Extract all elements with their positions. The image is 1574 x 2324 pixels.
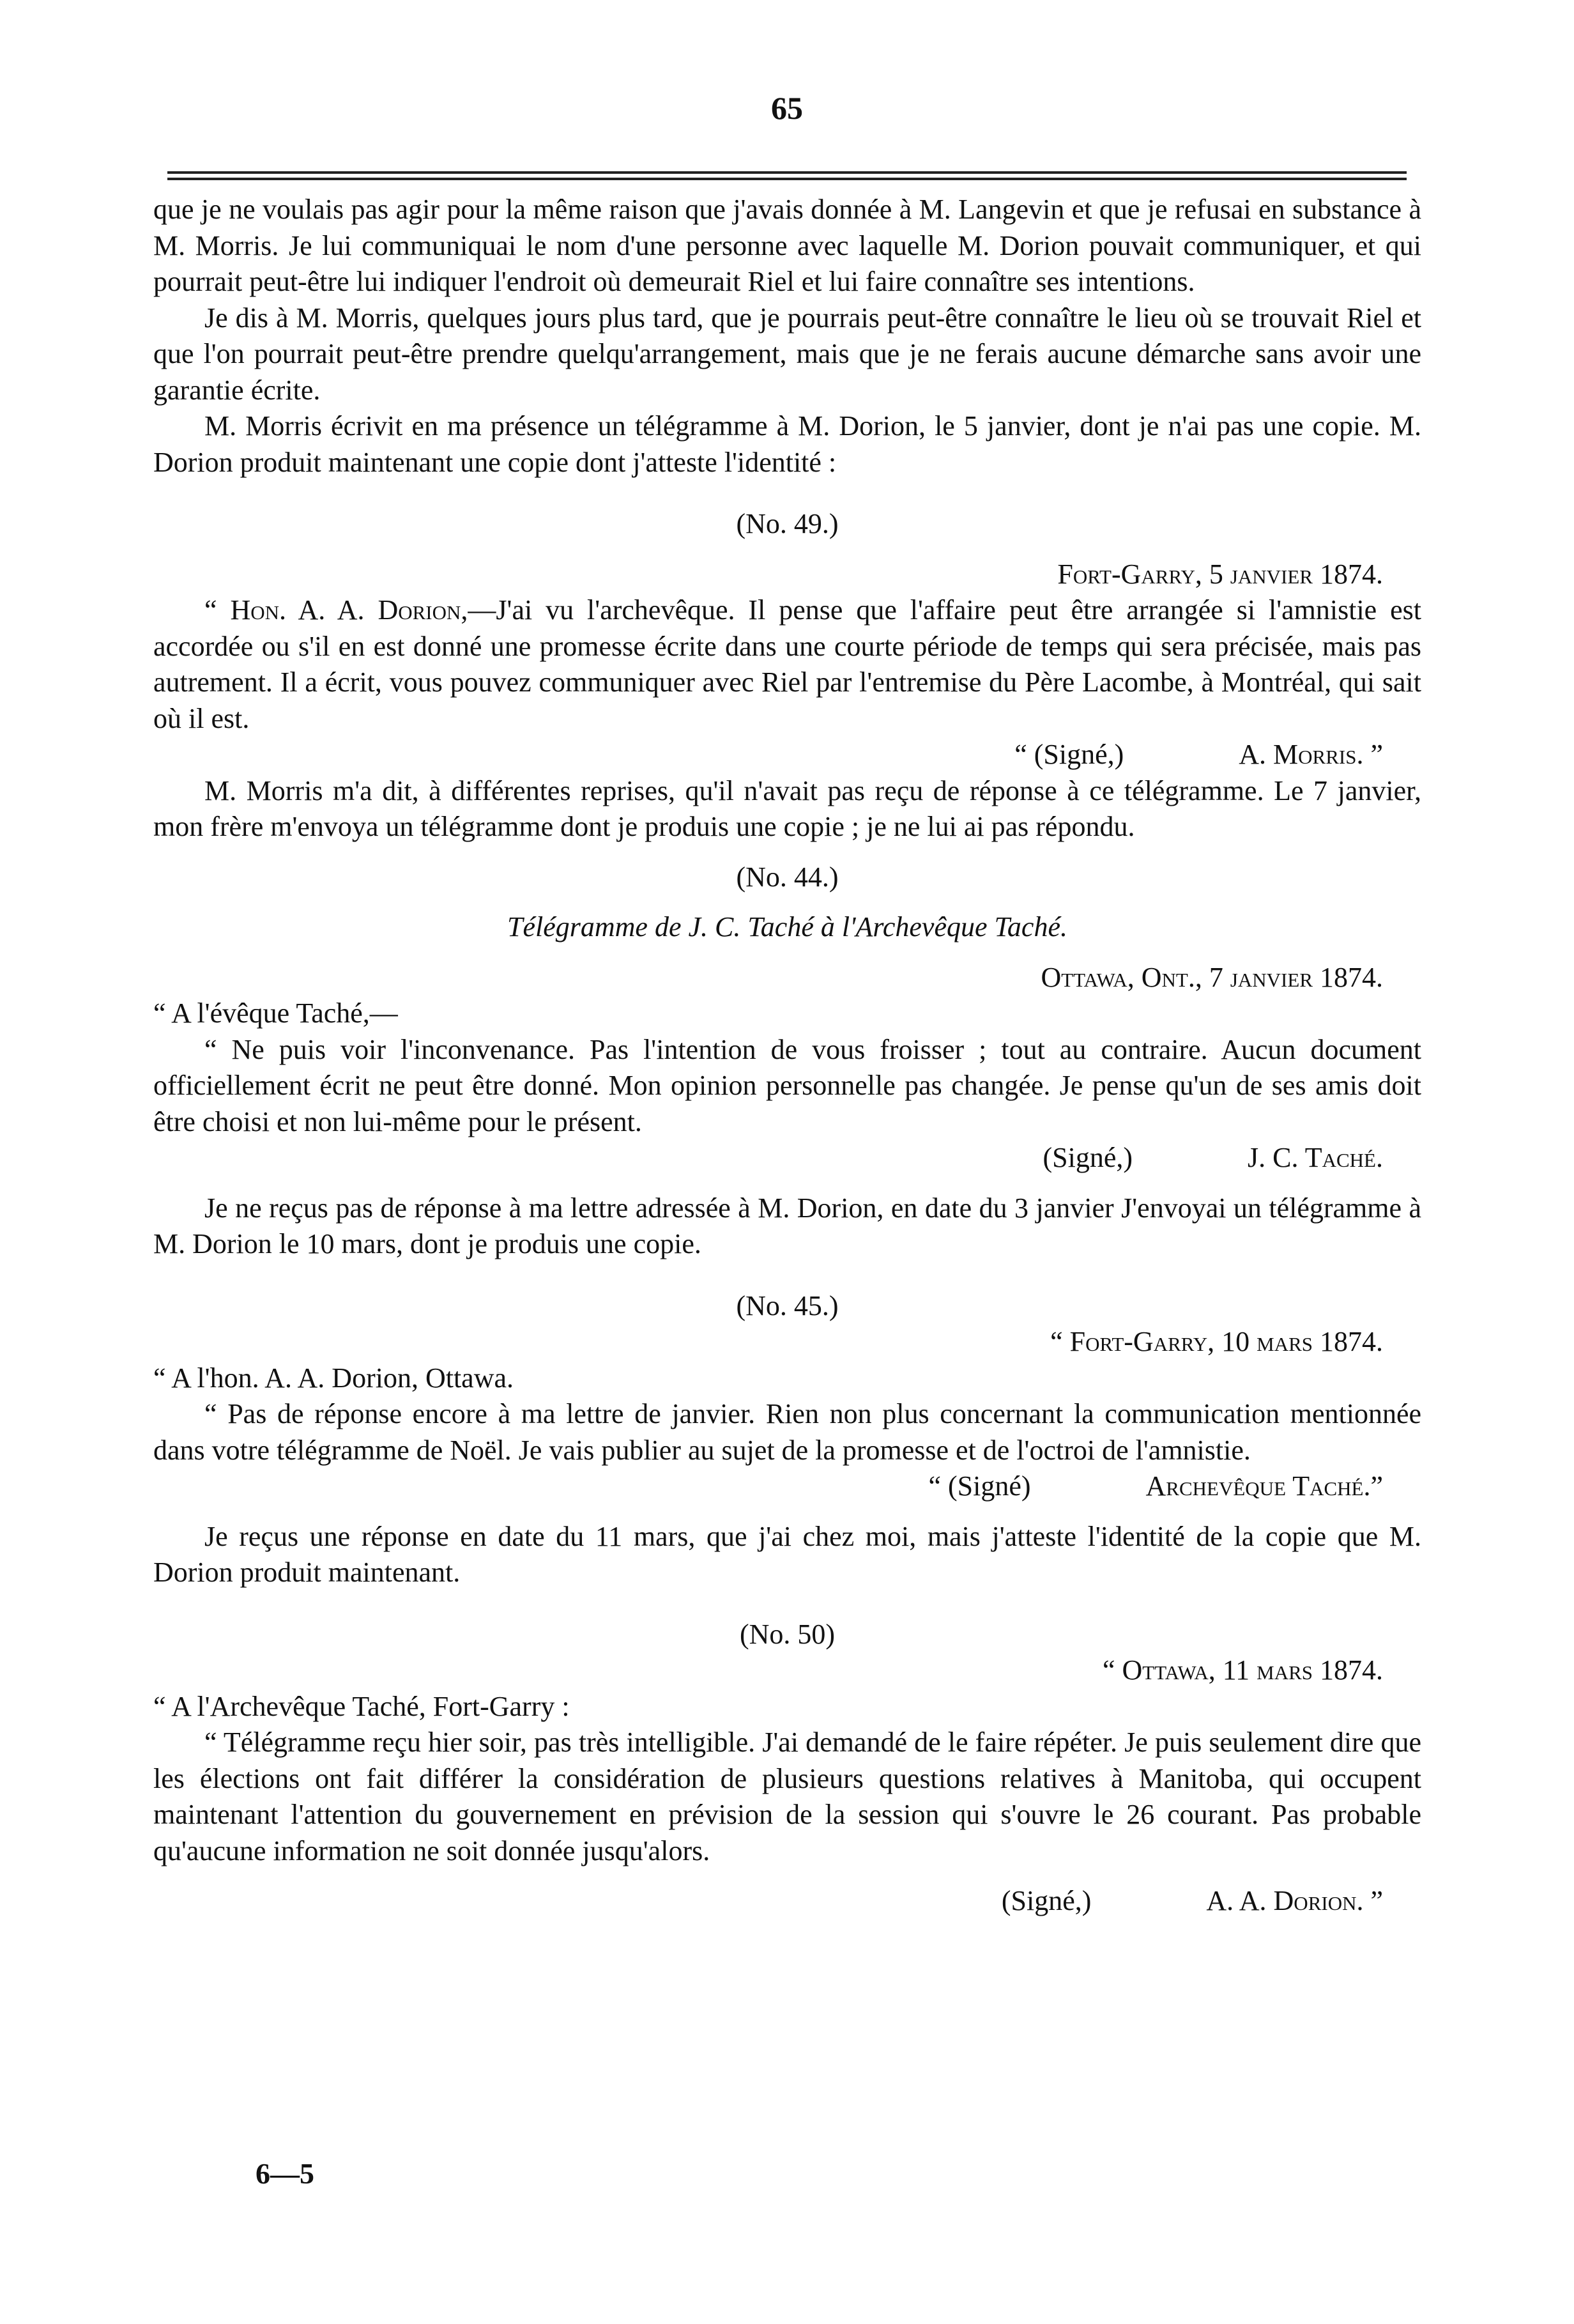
document-number: (No. 49.) bbox=[736, 508, 839, 539]
signature-name: A. A. Dorion. ” bbox=[1206, 1885, 1383, 1916]
signature-label: “ (Signé,) bbox=[1014, 739, 1124, 770]
telegram-place-date: “ Ottawa, 11 mars 1874. bbox=[1102, 1654, 1383, 1686]
telegram-addressee: “ A l'évêque Taché,— bbox=[153, 997, 398, 1029]
paragraph: que je ne voulais pas agir pour la même raison que j'avais donnée à M. Langevin et que je refusai en substance à M. Morris. Je lui communiquai le nom d'une personne avec laquelle M. Dorion pouvait communiquer, et qui pourrait peut-être lui indiquer l'endroit où demeurait Riel et lui faire connaître ses intentions. bbox=[153, 194, 1421, 297]
signature-line bbox=[153, 1140, 1421, 1176]
signature-line bbox=[153, 1883, 1421, 1920]
paragraph: Je dis à M. Morris, quelques jours plus tard, que je pourrais peut-être connaître le lieu où se trouvait Riel et que l'on pourrait peut-être prendre quelqu'arrangement, mais que je ne ferais aucune démarche sans avoir une garantie écrite. bbox=[153, 302, 1421, 406]
paragraph: Je ne reçus pas de réponse à ma lettre adressée à M. Dorion, en date du 3 janvier J'envoyai un télégramme à M. Dorion le 10 mars, dont je produis une copie. bbox=[153, 1192, 1421, 1259]
signature-line bbox=[153, 1468, 1421, 1505]
telegram-title: Télégramme de J. C. Taché à l'Archevêque Taché. bbox=[507, 911, 1067, 943]
paragraph: Je reçus une réponse en date du 11 mars, que j'ai chez moi, mais j'atteste l'identité de la copie que M. Dorion produit maintenant. bbox=[153, 1520, 1421, 1588]
document-number: (No. 50) bbox=[739, 1618, 836, 1650]
signature-mark: 6—5 bbox=[256, 2157, 314, 2190]
signature-label: “ (Signé) bbox=[928, 1470, 1031, 1502]
signature-name: J. C. Taché. bbox=[1248, 1142, 1383, 1173]
telegram-addressee: “ A l'hon. A. A. Dorion, Ottawa. bbox=[153, 1362, 514, 1394]
signature-line bbox=[153, 737, 1421, 773]
telegram-place-date: Fort-Garry, 5 janvier 1874. bbox=[1057, 558, 1383, 590]
telegram-addressee: “ A l'Archevêque Taché, Fort-Garry : bbox=[153, 1690, 570, 1722]
signature-name: A. Morris. ” bbox=[1239, 739, 1383, 770]
telegram-text: —J'ai vu l'archevêque. Il pense que l'affaire peut être arrangée si l'amnistie est accordée ou s'il en est donné une promesse écrite dans une courte période de temps qui sera précisée, mais pas autrement. Il a écrit, vous pouvez communiquer avec Riel par l'entremise du Père Lacombe, à Montréal, qui sait où il est. bbox=[153, 594, 1421, 734]
telegram-place-date: “ Fort-Garry, 10 mars 1874. bbox=[1050, 1326, 1383, 1357]
signature-label: (Signé,) bbox=[1043, 1142, 1133, 1173]
telegram-text: “ Pas de réponse encore à ma lettre de janvier. Rien non plus concernant la communication mentionnée dans votre télégramme de Noël. Je vais publier au sujet de la promesse et de l'octroi de l'amnistie. bbox=[153, 1398, 1421, 1466]
document-body bbox=[153, 192, 1421, 1920]
header-rule-bottom bbox=[167, 178, 1407, 180]
telegram-text: “ Télégramme reçu hier soir, pas très intelligible. J'ai demandé de le faire répéter. Je puis seulement dire que les élections ont fait différer la considération de plusieurs questions relatives à Manitoba, qui occupent maintenant l'attention du gouvernement en prévision de la session qui s'ouvre le 26 courant. Pas probable qu'aucune information ne soit donnée jusqu'alors. bbox=[153, 1727, 1421, 1866]
telegram-addressee: “ Hon. A. A. Dorion, bbox=[204, 594, 468, 626]
header-rule-top bbox=[167, 171, 1407, 174]
page-number: 65 bbox=[771, 90, 803, 126]
document-number: (No. 44.) bbox=[736, 861, 839, 893]
paragraph: M. Morris m'a dit, à différentes reprises, qu'il n'avait pas reçu de réponse à ce télégramme. Le 7 janvier, mon frère m'envoya un télégramme dont je produis une copie ; je ne lui ai pas répondu. bbox=[153, 774, 1421, 842]
signature-name: Archevêque Taché.” bbox=[1145, 1470, 1383, 1502]
paragraph: M. Morris écrivit en ma présence un télégramme à M. Dorion, le 5 janvier, dont je n'ai pas une copie. M. Dorion produit maintenant une copie dont j'atteste l'identité : bbox=[153, 410, 1421, 478]
telegram-text: “ Ne puis voir l'inconvenance. Pas l'intention de vous froisser ; tout au contraire. Aucun document officiellement écrit ne peut être donné. Mon opinion personnelle pas changée. Je pense qu'un de ses amis doit être choisi et non lui-même pour le présent. bbox=[153, 1033, 1421, 1137]
telegram-place-date: Ottawa, Ont., 7 janvier 1874. bbox=[1041, 961, 1383, 993]
signature-label: (Signé,) bbox=[1001, 1885, 1092, 1916]
telegram-body bbox=[153, 592, 1421, 737]
document-number: (No. 45.) bbox=[736, 1289, 839, 1321]
